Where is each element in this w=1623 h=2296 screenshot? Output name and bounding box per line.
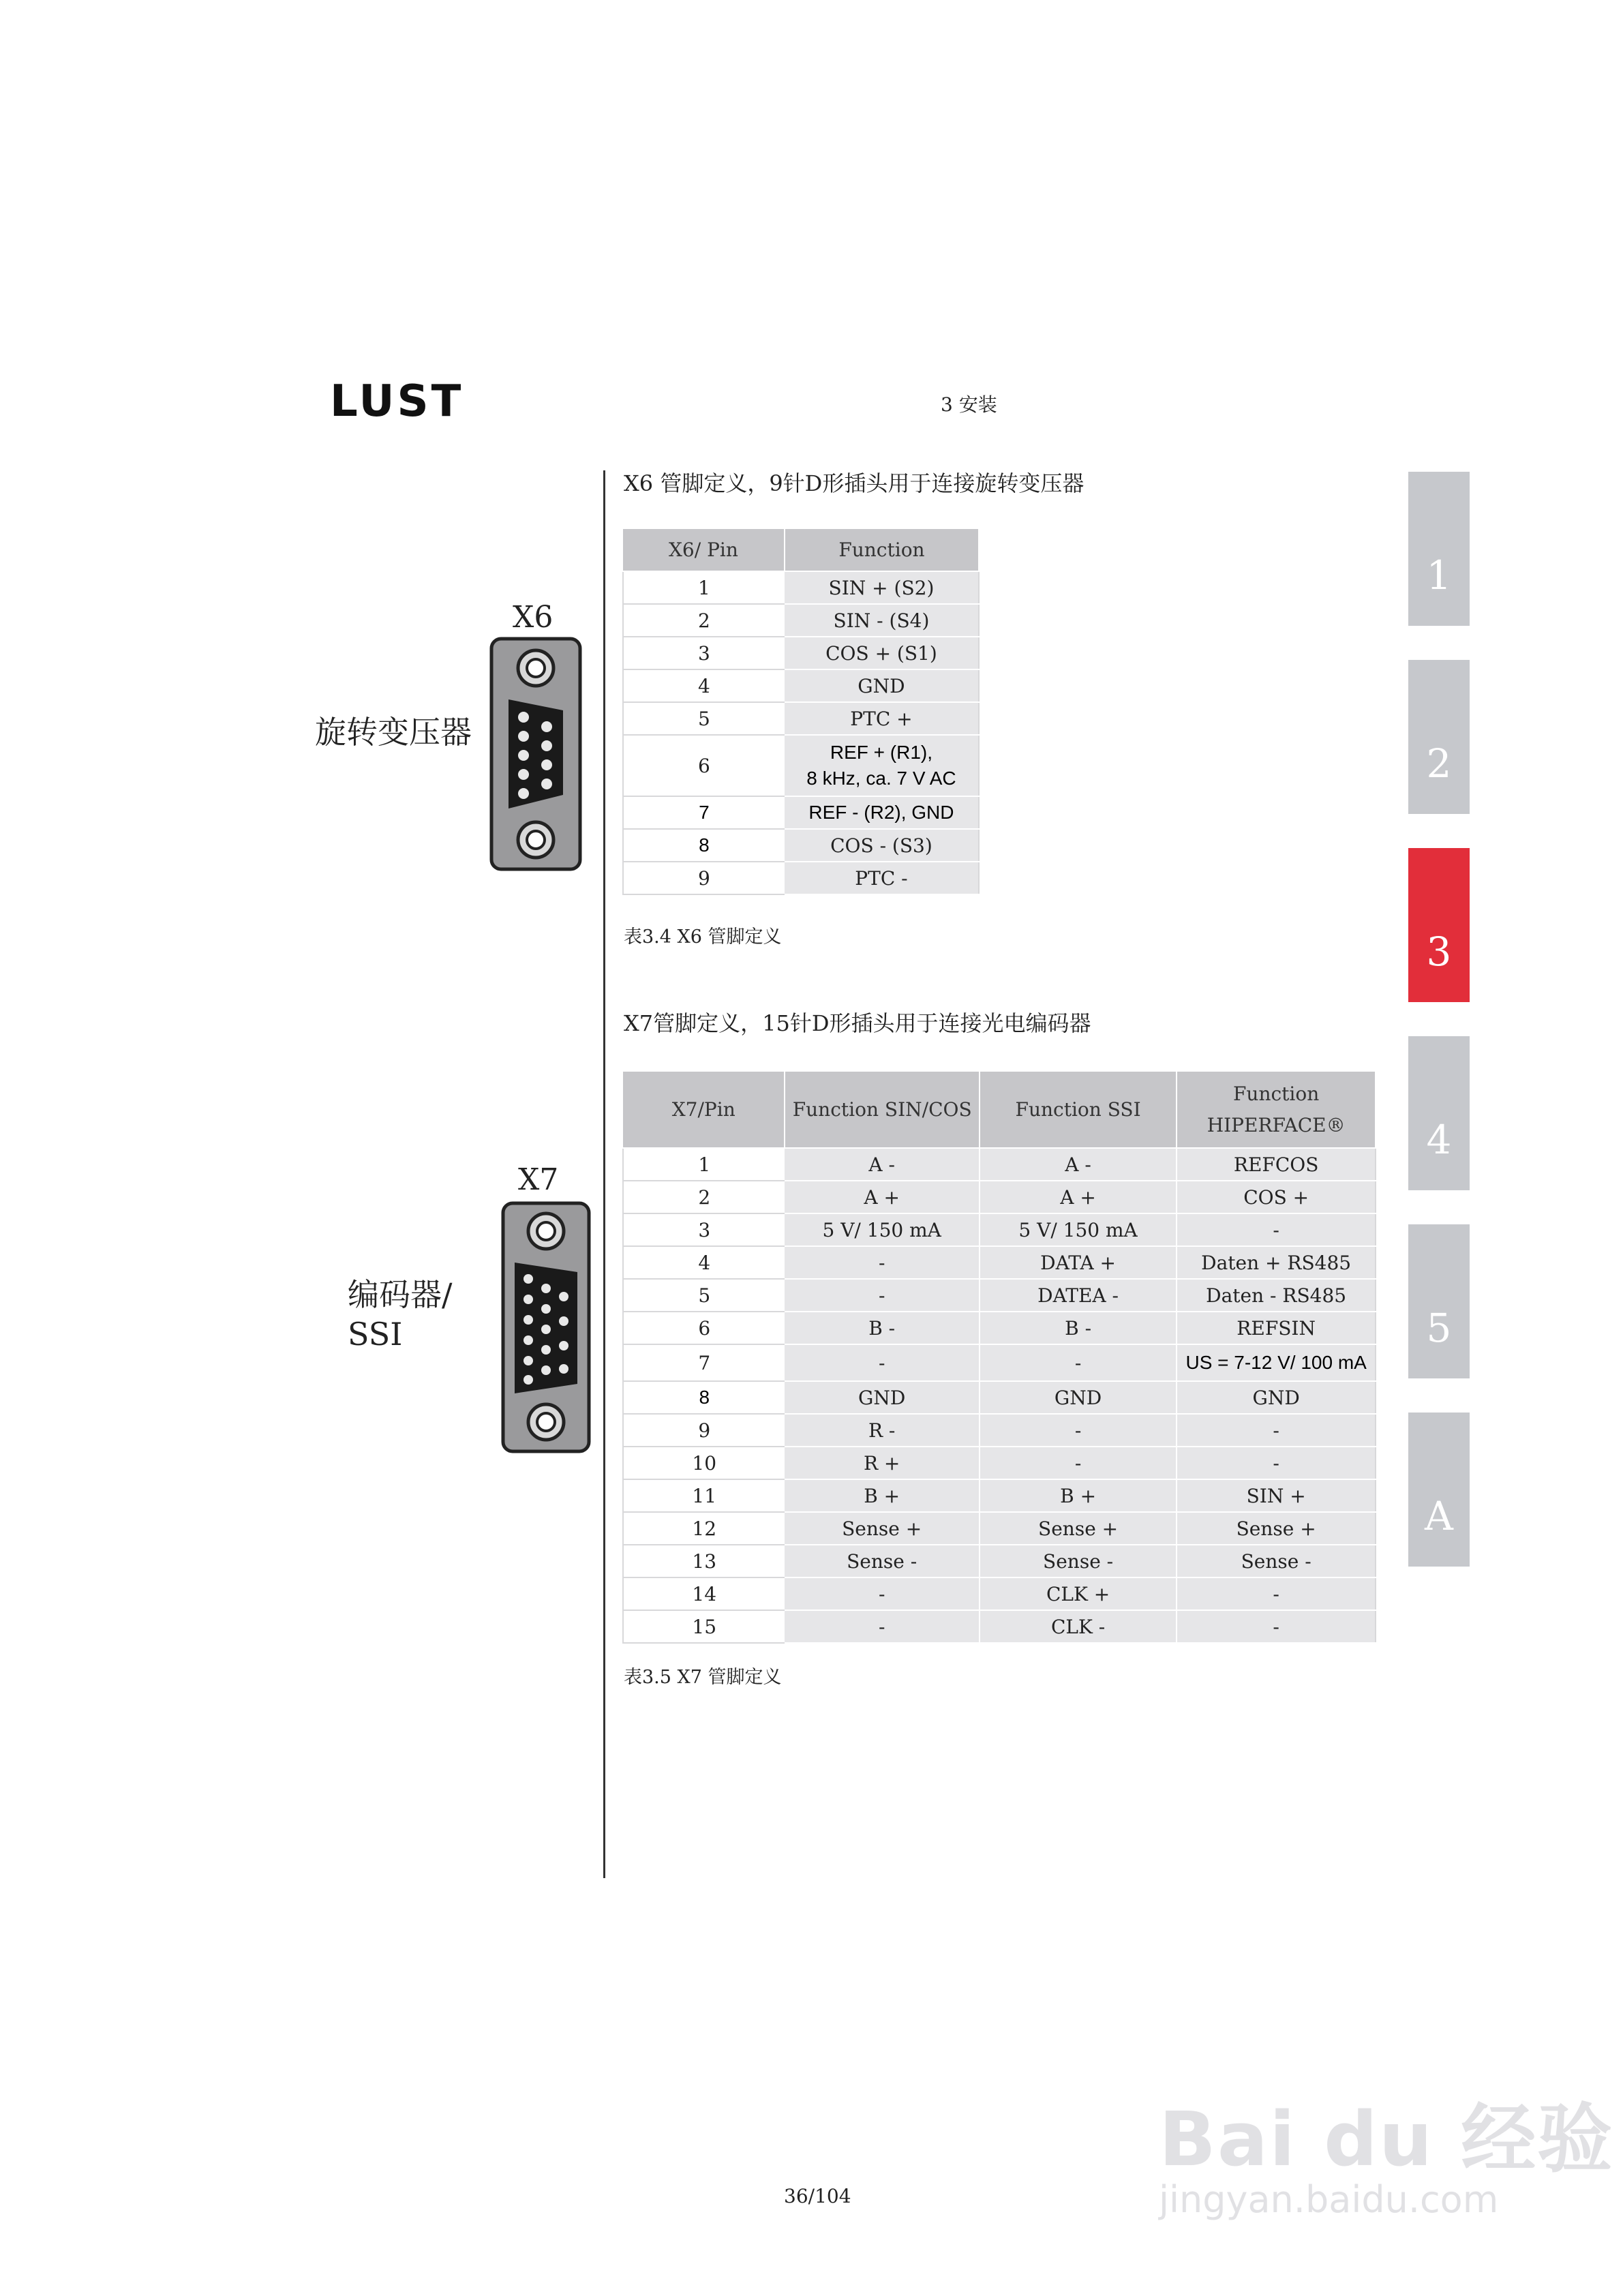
pin-number: 4 <box>623 1246 785 1279</box>
hiperface-function: Sense + <box>1177 1512 1376 1545</box>
hiperface-function: - <box>1177 1610 1376 1643</box>
table-header-row <box>623 1072 1376 1148</box>
hiperface-function: US = 7-12 V/ 100 mA <box>1177 1344 1376 1381</box>
page-number: 36/104 <box>784 2185 851 2207</box>
ssi-function: GND <box>980 1381 1177 1414</box>
table-row <box>623 1279 1376 1312</box>
pin-number: 8 <box>623 1381 785 1414</box>
pin-number: 6 <box>623 735 785 796</box>
pin-number: 9 <box>623 1414 785 1447</box>
table-row <box>623 1312 1376 1344</box>
table-row <box>623 1577 1376 1610</box>
ssi-function: Sense + <box>980 1512 1177 1545</box>
pin-number: 8 <box>623 829 785 862</box>
sincos-function: - <box>785 1610 979 1643</box>
sincos-function: - <box>785 1577 979 1610</box>
hiperface-function: - <box>1177 1414 1376 1447</box>
lust-logo: LUST <box>330 376 464 427</box>
x7-connector-title: X7 <box>518 1162 559 1197</box>
sincos-function: - <box>785 1246 979 1279</box>
pin-number: 13 <box>623 1545 785 1577</box>
pin-function: SIN - (S4) <box>785 604 979 637</box>
hiperface-function: - <box>1177 1577 1376 1610</box>
x6-table-caption: 表3.4 X6 管脚定义 <box>624 926 782 948</box>
table-row <box>623 1512 1376 1545</box>
table-row <box>623 1246 1376 1279</box>
x6-section-title: X6 管脚定义，9针D形插头用于连接旋转变压器 <box>624 470 1084 496</box>
pin-number: 10 <box>623 1447 785 1479</box>
pin-number: 5 <box>623 702 785 735</box>
baidu-watermark: Bai du 经验 <box>1159 2096 1614 2183</box>
pin-number: 1 <box>623 571 785 604</box>
pin-number: 12 <box>623 1512 785 1545</box>
pin-number: 14 <box>623 1577 785 1610</box>
baidu-watermark-url: jingyan.baidu.com <box>1159 2178 1499 2221</box>
sincos-function: A - <box>785 1148 979 1181</box>
table-row <box>623 796 979 829</box>
header-cell: Function SSI <box>980 1072 1177 1148</box>
hiperface-function: Daten + RS485 <box>1177 1246 1376 1279</box>
pin-number: 7 <box>623 1344 785 1381</box>
ssi-function: A + <box>980 1181 1177 1213</box>
table-row <box>623 1148 1376 1181</box>
pin-number: 4 <box>623 669 785 702</box>
sincos-function: - <box>785 1279 979 1312</box>
table-row <box>623 862 979 894</box>
table-row <box>623 1414 1376 1447</box>
pin-function: REF - (R2), GND <box>785 796 979 829</box>
ssi-function: B - <box>980 1312 1177 1344</box>
table-row <box>623 669 979 702</box>
x6-pin-table <box>622 529 980 895</box>
pin-function: REF + (R1), 8 kHz, ca. 7 V AC <box>785 735 979 796</box>
ssi-function: - <box>980 1447 1177 1479</box>
table-row <box>623 735 979 796</box>
hiperface-function: - <box>1177 1213 1376 1246</box>
pin-function: SIN + (S2) <box>785 571 979 604</box>
ssi-function: DATA + <box>980 1246 1177 1279</box>
chapter-tab-4[interactable]: 4 <box>1408 1036 1470 1190</box>
pin-number: 7 <box>623 796 785 829</box>
hiperface-function: REFSIN <box>1177 1312 1376 1344</box>
header-cell-line2: HIPERFACE® <box>1207 1113 1346 1136</box>
pin-function: PTC + <box>785 702 979 735</box>
hiperface-function: GND <box>1177 1381 1376 1414</box>
pin-number: 3 <box>623 1213 785 1246</box>
sincos-function: R - <box>785 1414 979 1447</box>
pin-function: GND <box>785 669 979 702</box>
ssi-function: Sense - <box>980 1545 1177 1577</box>
x7-section-title: X7管脚定义，15针D形插头用于连接光电编码器 <box>624 1010 1091 1036</box>
chapter-tab-2[interactable]: 2 <box>1408 660 1470 814</box>
dsub-9-connector-icon <box>489 637 582 871</box>
hiperface-function: SIN + <box>1177 1479 1376 1512</box>
pin-number: 11 <box>623 1479 785 1512</box>
hiperface-function: Sense - <box>1177 1545 1376 1577</box>
pin-number: 3 <box>623 637 785 669</box>
ssi-function: - <box>980 1344 1177 1381</box>
header-cell: X6/ Pin <box>623 529 785 571</box>
header-cell: Function SIN/COS <box>785 1072 979 1148</box>
x7-connector-label-line2: SSI <box>348 1316 403 1353</box>
table-row <box>623 637 979 669</box>
pin-function: COS - (S3) <box>785 829 979 862</box>
x6-connector-title: X6 <box>513 600 553 635</box>
vertical-divider <box>603 470 605 1878</box>
header-cell-line1: Function <box>1233 1082 1320 1105</box>
hiperface-function: - <box>1177 1447 1376 1479</box>
table-header-row <box>623 529 979 571</box>
table-row <box>623 829 979 862</box>
chapter-tab-3[interactable]: 3 <box>1408 848 1470 1002</box>
table-row <box>623 702 979 735</box>
ssi-function: - <box>980 1414 1177 1447</box>
x6-connector-label: 旋转变压器 <box>315 714 472 751</box>
x7-connector-label <box>348 1275 453 1354</box>
table-row <box>623 1610 1376 1643</box>
table-row <box>623 571 979 604</box>
pin-function: PTC - <box>785 862 979 894</box>
table-row <box>623 1381 1376 1414</box>
sincos-function: R + <box>785 1447 979 1479</box>
header-cell: X7/Pin <box>623 1072 785 1148</box>
pin-number: 9 <box>623 862 785 894</box>
table-row <box>623 1447 1376 1479</box>
ssi-function: B + <box>980 1479 1177 1512</box>
hiperface-function: REFCOS <box>1177 1148 1376 1181</box>
pin-number: 5 <box>623 1279 785 1312</box>
chapter-tab-a[interactable]: A <box>1408 1413 1470 1567</box>
table-row <box>623 604 979 637</box>
pin-number: 6 <box>623 1312 785 1344</box>
table-row <box>623 1213 1376 1246</box>
chapter-tab-1[interactable]: 1 <box>1408 472 1470 626</box>
sincos-function: GND <box>785 1381 979 1414</box>
pin-number: 1 <box>623 1148 785 1181</box>
table-row <box>623 1479 1376 1512</box>
x7-pin-table <box>622 1072 1376 1644</box>
chapter-tab-5[interactable]: 5 <box>1408 1224 1470 1378</box>
sincos-function: A + <box>785 1181 979 1213</box>
pin-function: COS + (S1) <box>785 637 979 669</box>
sincos-function: Sense + <box>785 1512 979 1545</box>
dsub-15-connector-icon <box>501 1201 591 1453</box>
chapter-title: 3 安装 <box>941 393 997 416</box>
hiperface-function: Daten - RS485 <box>1177 1279 1376 1312</box>
ssi-function: CLK + <box>980 1577 1177 1610</box>
pin-number: 2 <box>623 604 785 637</box>
sincos-function: Sense - <box>785 1545 979 1577</box>
hiperface-function: COS + <box>1177 1181 1376 1213</box>
ssi-function: A - <box>980 1148 1177 1181</box>
table-row <box>623 1181 1376 1213</box>
sincos-function: B + <box>785 1479 979 1512</box>
sincos-function: 5 V/ 150 mA <box>785 1213 979 1246</box>
x7-connector-label-line1: 编码器/ <box>348 1276 453 1313</box>
ssi-function: 5 V/ 150 mA <box>980 1213 1177 1246</box>
table-row <box>623 1344 1376 1381</box>
table-row <box>623 1545 1376 1577</box>
header-cell: Function <box>785 529 979 571</box>
pin-number: 2 <box>623 1181 785 1213</box>
sincos-function: B - <box>785 1312 979 1344</box>
header-cell <box>1177 1072 1376 1148</box>
ssi-function: CLK - <box>980 1610 1177 1643</box>
x7-table-caption: 表3.5 X7 管脚定义 <box>624 1667 782 1688</box>
pin-number: 15 <box>623 1610 785 1643</box>
sincos-function: - <box>785 1344 979 1381</box>
ssi-function: DATEA - <box>980 1279 1177 1312</box>
